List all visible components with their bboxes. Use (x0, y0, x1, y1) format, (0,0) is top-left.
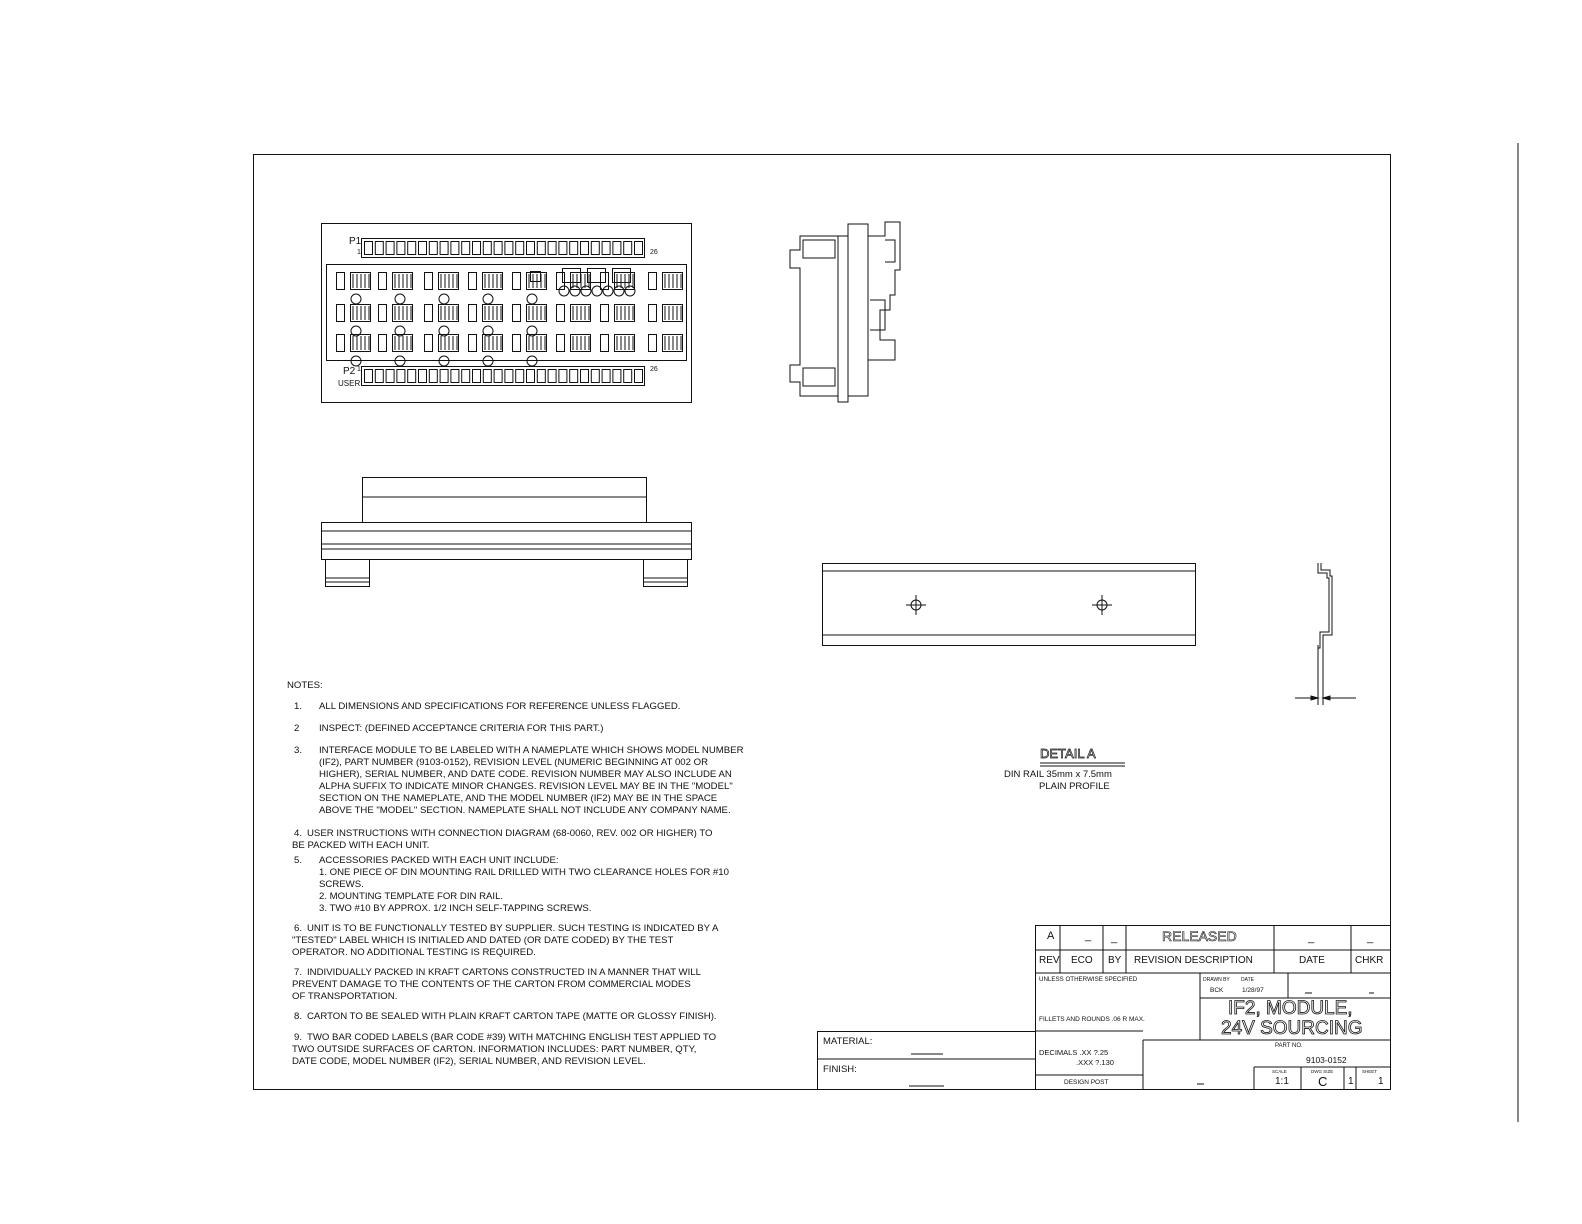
note-line: INSPECT: (DEFINED ACCEPTANCE CRITERIA FOR THIS PART.) (319, 723, 604, 734)
note-line: DATE CODE, MODEL NUMBER (IF2), SERIAL NUMBER, AND REVISION LEVEL. (292, 1056, 646, 1067)
note-number: 7. (294, 967, 303, 978)
drawing-title-line1: IF2, MODULE, (1228, 998, 1353, 1019)
terminal-cell (483, 242, 491, 255)
terminal-cell (440, 242, 448, 255)
eco-value: _ (1085, 930, 1092, 942)
terminal-cell (516, 242, 524, 255)
terminal-cell (365, 242, 373, 255)
side-connector-top (803, 240, 835, 258)
note-line: "TESTED" LABEL WHICH IS INITIALED AND DATED (OR DATE CODED) BY THE TEST (292, 935, 674, 946)
terminal-cell (527, 370, 535, 383)
terminal-cell (462, 370, 470, 383)
note-number: 5. (294, 855, 303, 866)
side-clip-top (885, 240, 895, 262)
board-resistor (469, 335, 477, 352)
profile-arrow-right (1323, 696, 1330, 700)
side-clip-mid (870, 300, 885, 330)
note-line: ALPHA SUFFIX TO INDICATE MINOR CHANGES. REVISION LEVEL MAY BE IN THE "MODEL" (319, 781, 733, 792)
board-resistor (425, 335, 433, 352)
board-capacitor (527, 294, 537, 304)
board-jumper (563, 269, 581, 283)
bottom-upper-body (363, 478, 647, 523)
note-line: (IF2), PART NUMBER (9103-0152), REVISION LEVEL (NUMERIC BEGINNING AT 002 OR (319, 757, 709, 768)
note-number: 3. (294, 745, 303, 756)
board-resistor (601, 335, 609, 352)
terminal-cell (462, 242, 470, 255)
note-line: TWO BAR CODED LABELS (BAR CODE #39) WITH MATCHING ENGLISH TEST APPLIED TO (307, 1032, 717, 1043)
terminal-cell (635, 370, 643, 383)
board-resistor (379, 273, 387, 290)
board-resistor (337, 305, 345, 322)
terminal-cell (581, 370, 589, 383)
note-line: CARTON TO BE SEALED WITH PLAIN KRAFT CARTON TAPE (MATTE OR GLOSSY FINISH). (307, 1011, 717, 1022)
note-line: 3. TWO #10 BY APPROX. 1/2 INCH SELF-TAPPING SCREWS. (319, 903, 592, 914)
din-rail-profile (1295, 563, 1356, 705)
note-line: PREVENT DAMAGE TO THE CONTENTS OF THE CARTON FROM COMMERCIAL MODES (292, 979, 691, 990)
dwg-size-value: C (1318, 1074, 1328, 1089)
side-connector-bottom (803, 368, 835, 386)
board-resistor (601, 305, 609, 322)
terminal-cell (548, 370, 556, 383)
drawn-date-value: 1/28/97 (1242, 987, 1264, 994)
p2-user-label: USER (338, 379, 361, 388)
board-resistor (513, 305, 521, 322)
scale-label: SCALE (1272, 1069, 1287, 1074)
p2-pin-start: 1 (357, 366, 361, 373)
detail-line1: DIN RAIL 35mm x 7.5mm (1004, 769, 1112, 780)
board-led-round (625, 286, 635, 296)
dwg-size-label: DWG SIZE (1311, 1069, 1334, 1074)
terminal-cell (581, 242, 589, 255)
module-bottom-view (321, 478, 692, 587)
board-resistor (469, 305, 477, 322)
terminal-cell (548, 242, 556, 255)
material-label: MATERIAL: (823, 1036, 873, 1047)
terminal-cell (570, 242, 578, 255)
bottom-lower-body (322, 523, 692, 560)
terminal-cell (419, 370, 427, 383)
note-line: 2. MOUNTING TEMPLATE FOR DIN RAIL. (319, 891, 504, 902)
p1-pin-end: 26 (650, 249, 658, 256)
board-resistor (425, 305, 433, 322)
board-led-round (581, 286, 591, 296)
terminal-cell (505, 370, 513, 383)
note-line: ABOVE THE "MODEL" SECTION. NAMEPLATE SHALL NOT INCLUDE ANY COMPANY NAME. (319, 805, 731, 816)
drawn-by-label: DRAWN BY (1203, 977, 1230, 983)
p2-terminal-strip (362, 367, 645, 386)
sheet-of-value: 1 (1378, 1076, 1384, 1087)
board-led-round (592, 286, 602, 296)
date-value: _ (1308, 932, 1315, 944)
terminal-cell (613, 370, 621, 383)
terminal-cell (386, 370, 394, 383)
board-led-round (570, 286, 580, 296)
terminal-cell (451, 242, 459, 255)
detail-title: DETAIL A (1040, 746, 1096, 761)
drawing-title-line2: 24V SOURCING (1221, 1018, 1363, 1039)
board-capacitor (439, 294, 449, 304)
detail-line2: PLAIN PROFILE (1039, 781, 1110, 792)
note-number: 8. (294, 1011, 303, 1022)
sheet-label: SHEET (1362, 1069, 1378, 1074)
terminal-cell (602, 370, 610, 383)
terminal-cell (537, 242, 545, 255)
board-capacitor (351, 294, 361, 304)
note-number: 4. (294, 828, 303, 839)
terminal-cell (624, 242, 632, 255)
terminal-cell (505, 242, 513, 255)
module-front-view (322, 224, 692, 403)
terminal-cell (570, 370, 578, 383)
terminal-cell (494, 242, 502, 255)
terminal-cell (559, 242, 567, 255)
decimals-xxx: .XXX ?.130 (1076, 1058, 1114, 1067)
mounting-hole-left (906, 595, 926, 615)
board-resistor (337, 335, 345, 352)
sheet-value: 1 (1348, 1076, 1354, 1087)
chkr-value: _ (1367, 932, 1374, 944)
rev-header: REV (1039, 955, 1060, 966)
note-line: UNIT IS TO BE FUNCTIONALLY TESTED BY SUPPLIER. SUCH TESTING IS INDICATED BY A (307, 923, 719, 934)
terminal-cell (397, 370, 405, 383)
terminal-cell (602, 242, 610, 255)
board-resistor (469, 273, 477, 290)
terminal-cell (473, 242, 481, 255)
side-profile (790, 222, 900, 402)
note-line: TWO OUTSIDE SURFACES OF CARTON. INFORMATION INCLUDES: PART NUMBER, QTY, (292, 1044, 697, 1055)
p1-terminal-strip (362, 239, 645, 258)
date-header: DATE (1299, 955, 1325, 966)
note-line: ACCESSORIES PACKED WITH EACH UNIT INCLUDE: (319, 855, 559, 866)
board-resistor (557, 335, 565, 352)
by-value: _ (1111, 932, 1118, 944)
profile-arrow-left (1311, 696, 1318, 700)
terminal-cell (483, 370, 491, 383)
board-led-round (614, 286, 624, 296)
terminal-cell (613, 242, 621, 255)
board-resistor (425, 273, 433, 290)
terminal-cell (386, 242, 394, 255)
p2-label: P2 (343, 366, 356, 377)
terminal-cell (527, 242, 535, 255)
terminal-cell (440, 370, 448, 383)
terminal-cell (473, 370, 481, 383)
terminal-cell (375, 242, 383, 255)
drawn-by-value: BCK (1210, 987, 1224, 994)
revision-description-header: REVISION DESCRIPTION (1134, 955, 1253, 966)
din-rail-view (822, 564, 1196, 646)
terminal-cell (591, 370, 599, 383)
note-number: 1. (294, 701, 303, 712)
terminal-cell (624, 370, 632, 383)
board-capacitor (483, 294, 493, 304)
fillets-note: FILLETS AND ROUNDS .06 R MAX. (1039, 1016, 1145, 1023)
note-number: 9. (294, 1032, 303, 1043)
note-line: HIGHER), SERIAL NUMBER, AND DATE CODE. REVISION NUMBER MAY ALSO INCLUDE AN (319, 769, 732, 780)
note-line: ALL DIMENSIONS AND SPECIFICATIONS FOR REFERENCE UNLESS FLAGGED. (319, 701, 681, 712)
terminal-cell (375, 370, 383, 383)
note-line: SCREWS. (319, 879, 364, 890)
terminal-cell (591, 242, 599, 255)
board-resistor (649, 335, 657, 352)
terminal-cell (559, 370, 567, 383)
unless-specified: UNLESS OTHERWISE SPECIFIED (1039, 976, 1138, 983)
terminal-cell (397, 242, 405, 255)
p1-label: P1 (349, 236, 362, 247)
terminal-cell (451, 370, 459, 383)
module-side-view (790, 222, 900, 402)
scale-value: 1:1 (1275, 1076, 1289, 1087)
board-components (337, 269, 683, 367)
board-resistor (649, 305, 657, 322)
terminal-cell (635, 242, 643, 255)
revision-description-value: RELEASED (1162, 928, 1237, 944)
terminal-cell (419, 242, 427, 255)
mounting-hole-right (1092, 595, 1112, 615)
note-line: OF TRANSPORTATION. (292, 991, 398, 1002)
drawn-date-label: DATE (1241, 977, 1254, 983)
note-line: OPERATOR. NO ADDITIONAL TESTING IS REQUIRED. (292, 947, 536, 958)
part-no-label: PART NO. (1275, 1043, 1303, 1049)
terminal-cell (537, 370, 545, 383)
p2-pin-end: 26 (650, 366, 658, 373)
board-resistor (379, 335, 387, 352)
board-resistor (379, 305, 387, 322)
note-line: USER INSTRUCTIONS WITH CONNECTION DIAGRAM (68-0060, REV. 002 OR HIGHER) TO (307, 828, 713, 839)
board-capacitor (395, 294, 405, 304)
notes-heading: NOTES: (287, 680, 323, 691)
board-resistor (513, 335, 521, 352)
terminal-cell (408, 242, 416, 255)
by-header: BY (1108, 955, 1122, 966)
note-line: 1. ONE PIECE OF DIN MOUNTING RAIL DRILLED WITH TWO CLEARANCE HOLES FOR #10 (319, 867, 729, 878)
note-number: 6. (294, 923, 303, 934)
p1-pin-start: 1 (357, 249, 361, 256)
terminal-cell (408, 370, 416, 383)
chkr-header: CHKR (1355, 955, 1384, 966)
note-line: INDIVIDUALLY PACKED IN KRAFT CARTONS CONSTRUCTED IN A MANNER THAT WILL (307, 967, 701, 978)
finish-label: FINISH: (823, 1064, 857, 1075)
terminal-cell (494, 370, 502, 383)
terminal-cell (429, 370, 437, 383)
note-number: 2 (294, 723, 300, 734)
part-no-value: 9103-0152 (1306, 1055, 1347, 1065)
decimals-xx: DECIMALS .XX ?.25 (1039, 1048, 1109, 1057)
note-line: SECTION ON THE NAMEPLATE, AND THE MODEL NUMBER (IF2) MAY BE IN THE SPACE (319, 793, 718, 804)
board-resistor (337, 273, 345, 290)
terminal-cell (516, 370, 524, 383)
board-resistor (513, 273, 521, 290)
terminal-cell (365, 370, 373, 383)
din-rail-outline (823, 564, 1196, 646)
note-line: BE PACKED WITH EACH UNIT. (292, 840, 430, 851)
note-line: INTERFACE MODULE TO BE LABELED WITH A NAMEPLATE WHICH SHOWS MODEL NUMBER (319, 745, 744, 756)
board-resistor (649, 273, 657, 290)
rev-value: A (1047, 930, 1055, 942)
eco-header: ECO (1071, 955, 1093, 966)
design-post: DESIGN POST (1064, 1079, 1109, 1086)
terminal-cell (429, 242, 437, 255)
board-resistor (557, 305, 565, 322)
module-outline (322, 224, 692, 403)
